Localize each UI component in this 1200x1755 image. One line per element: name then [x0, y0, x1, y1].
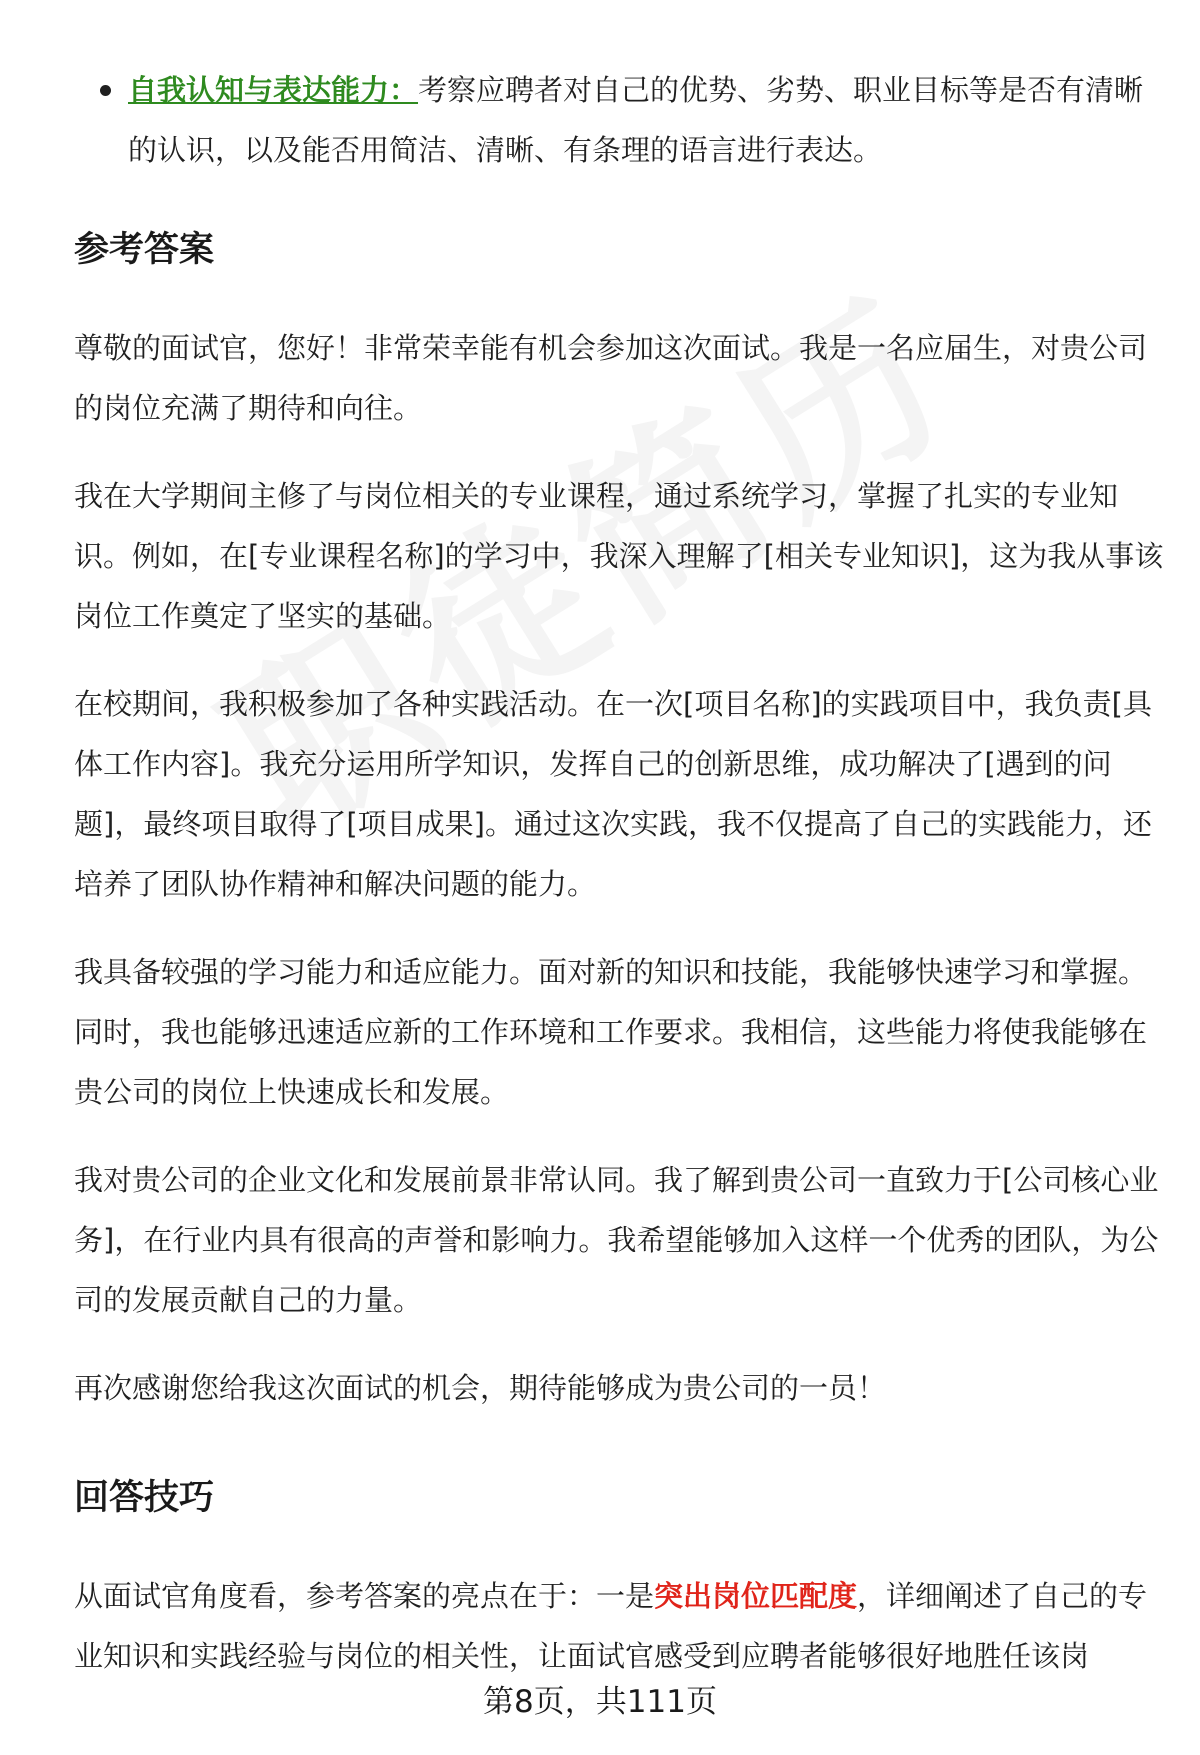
- bullet-text: 考察应聘者对自己的优势、劣势、职业目标等是否有清晰的认识，以及能否用简洁、清晰、有条理的语言进行表达。: [128, 73, 1144, 167]
- answer-paragraph: 我对贵公司的企业文化和发展前景非常认同。我了解到贵公司一直致力于[公司核心业务]，在行业内具有很高的声誉和影响力。我希望能够加入这样一个优秀的团队，为公司的发展贡献自己的力量。: [74, 1163, 1159, 1317]
- answer-paragraph: 我具备较强的学习能力和适应能力。面对新的知识和技能，我能够快速学习和掌握。同时，我也能够迅速适应新的工作环境和工作要求。我相信，这些能力将使我能够在贵公司的岗位上快速成长和发展。: [74, 955, 1148, 1109]
- section-heading-answer: 参考答案: [74, 230, 215, 270]
- answer-paragraph: 尊敬的面试官，您好！非常荣幸能有机会参加这次面试。我是一名应届生，对贵公司的岗位充满了期待和向往。: [74, 331, 1148, 425]
- answer-paragraph: 我在大学期间主修了与岗位相关的专业课程，通过系统学习，掌握了扎实的专业知识。例如，在[专业课程名称]的学习中，我深入理解了[相关专业知识]，这为我从事该岗位工作奠定了坚实的基础。: [74, 479, 1164, 633]
- list-item-self-awareness: [74, 60, 1164, 180]
- page-content: [74, 60, 1164, 1686]
- bullet-label: 自我认知与表达能力：: [128, 73, 419, 107]
- tips-highlight: 突出岗位匹配度: [654, 1579, 858, 1613]
- tips-text-before: 从面试官角度看，参考答案的亮点在于：一是: [74, 1579, 655, 1613]
- page-number: 第8页，共111页: [483, 1684, 717, 1720]
- tips-paragraph: [74, 1566, 1164, 1686]
- tips-text-after: ，详细阐述了自己的专业知识和实践经验与岗位的相关性，让面试官感受到应聘者能够很好地胜任该岗: [74, 1579, 1148, 1673]
- bullet-icon: [100, 85, 111, 96]
- section-heading-tips: 回答技巧: [74, 1478, 215, 1518]
- answer-paragraph: 再次感谢您给我这次面试的机会，期待能够成为贵公司的一员！: [74, 1371, 887, 1405]
- answer-paragraph: 在校期间，我积极参加了各种实践活动。在一次[项目名称]的实践项目中，我负责[具体工作内容]。我充分运用所学知识，发挥自己的创新思维，成功解决了[遇到的问题]，最终项目取得了[项目成果]。通过这次实践，我不仅提高了自己的实践能力，还培养了团队协作精神和解决问题的能力。: [74, 687, 1152, 901]
